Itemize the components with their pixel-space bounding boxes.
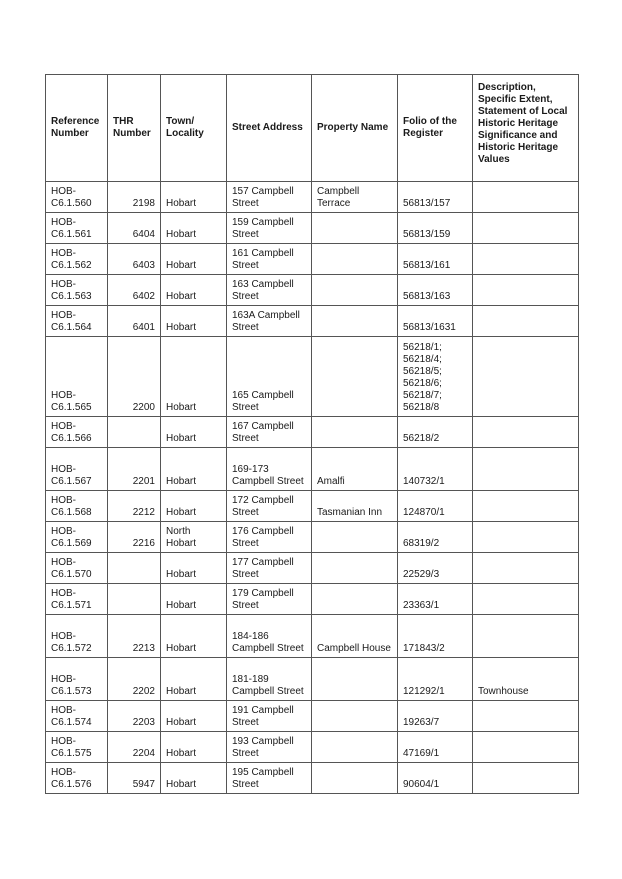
cell-description: [473, 732, 579, 763]
cell-property-name: Campbell Terrace: [312, 182, 398, 213]
cell-description: [473, 491, 579, 522]
cell-thr-number: 6402: [108, 275, 161, 306]
cell-town-locality: Hobart: [161, 337, 227, 417]
cell-reference-number: HOB-C6.1.572: [46, 615, 108, 658]
cell-street-address: 163A Campbell Street: [227, 306, 312, 337]
table-row: [46, 182, 579, 213]
table-row: [46, 553, 579, 584]
cell-property-name: [312, 553, 398, 584]
cell-property-name: [312, 244, 398, 275]
heritage-register-table: [45, 74, 579, 794]
cell-street-address: 181-189 Campbell Street: [227, 658, 312, 701]
cell-thr-number: 2213: [108, 615, 161, 658]
table-row: [46, 448, 579, 491]
cell-street-address: 165 Campbell Street: [227, 337, 312, 417]
cell-street-address: 172 Campbell Street: [227, 491, 312, 522]
cell-thr-number: 2203: [108, 701, 161, 732]
cell-street-address: 169-173 Campbell Street: [227, 448, 312, 491]
cell-folio: 56813/163: [398, 275, 473, 306]
table-row: [46, 701, 579, 732]
cell-description: [473, 553, 579, 584]
cell-thr-number: 6401: [108, 306, 161, 337]
cell-folio: 22529/3: [398, 553, 473, 584]
cell-town-locality: Hobart: [161, 763, 227, 794]
cell-description: [473, 182, 579, 213]
table-row: [46, 763, 579, 794]
cell-property-name: [312, 732, 398, 763]
cell-street-address: 163 Campbell Street: [227, 275, 312, 306]
cell-street-address: 159 Campbell Street: [227, 213, 312, 244]
table-row: [46, 275, 579, 306]
header-folio: Folio of the Register: [398, 75, 473, 182]
cell-thr-number: 2202: [108, 658, 161, 701]
cell-folio: 121292/1: [398, 658, 473, 701]
cell-town-locality: Hobart: [161, 615, 227, 658]
cell-description: [473, 584, 579, 615]
cell-thr-number: 5947: [108, 763, 161, 794]
cell-reference-number: HOB-C6.1.570: [46, 553, 108, 584]
cell-street-address: 179 Campbell Street: [227, 584, 312, 615]
cell-town-locality: Hobart: [161, 553, 227, 584]
cell-town-locality: Hobart: [161, 584, 227, 615]
table-row: [46, 244, 579, 275]
cell-folio: 56813/157: [398, 182, 473, 213]
cell-property-name: [312, 417, 398, 448]
table-row: [46, 658, 579, 701]
header-town-locality: Town/ Locality: [161, 75, 227, 182]
cell-thr-number: 2212: [108, 491, 161, 522]
cell-property-name: [312, 522, 398, 553]
cell-street-address: 193 Campbell Street: [227, 732, 312, 763]
header-property-name: Property Name: [312, 75, 398, 182]
cell-thr-number: 2216: [108, 522, 161, 553]
cell-description: [473, 275, 579, 306]
cell-description: [473, 337, 579, 417]
cell-property-name: Amalfi: [312, 448, 398, 491]
cell-property-name: [312, 275, 398, 306]
cell-town-locality: North Hobart: [161, 522, 227, 553]
cell-street-address: 176 Campbell Street: [227, 522, 312, 553]
table-row: [46, 491, 579, 522]
cell-property-name: [312, 658, 398, 701]
cell-folio: 56813/159: [398, 213, 473, 244]
cell-reference-number: HOB-C6.1.573: [46, 658, 108, 701]
cell-street-address: 177 Campbell Street: [227, 553, 312, 584]
cell-reference-number: HOB-C6.1.561: [46, 213, 108, 244]
cell-reference-number: HOB-C6.1.568: [46, 491, 108, 522]
cell-town-locality: Hobart: [161, 182, 227, 213]
cell-folio: 56218/2: [398, 417, 473, 448]
cell-property-name: [312, 701, 398, 732]
table-row: [46, 337, 579, 417]
cell-reference-number: HOB-C6.1.563: [46, 275, 108, 306]
cell-reference-number: HOB-C6.1.571: [46, 584, 108, 615]
cell-reference-number: HOB-C6.1.576: [46, 763, 108, 794]
cell-thr-number: 2198: [108, 182, 161, 213]
cell-thr-number: 2201: [108, 448, 161, 491]
cell-street-address: 184-186 Campbell Street: [227, 615, 312, 658]
table-row: [46, 522, 579, 553]
cell-town-locality: Hobart: [161, 658, 227, 701]
cell-town-locality: Hobart: [161, 448, 227, 491]
table-header-row: [46, 75, 579, 182]
cell-thr-number: [108, 417, 161, 448]
cell-folio: 56218/1; 56218/4; 56218/5; 56218/6; 56218/7; 56218/8: [398, 337, 473, 417]
cell-description: [473, 522, 579, 553]
table-row: [46, 615, 579, 658]
header-description: Description, Specific Extent, Statement of Local Historic Heritage Significance and Historic Heritage Values: [473, 75, 579, 182]
cell-thr-number: 2200: [108, 337, 161, 417]
cell-description: [473, 417, 579, 448]
cell-town-locality: Hobart: [161, 491, 227, 522]
cell-street-address: 191 Campbell Street: [227, 701, 312, 732]
cell-description: [473, 244, 579, 275]
header-street-address: Street Address: [227, 75, 312, 182]
cell-reference-number: HOB-C6.1.575: [46, 732, 108, 763]
cell-reference-number: HOB-C6.1.569: [46, 522, 108, 553]
cell-thr-number: 6404: [108, 213, 161, 244]
cell-thr-number: 6403: [108, 244, 161, 275]
cell-thr-number: 2204: [108, 732, 161, 763]
cell-description: [473, 763, 579, 794]
cell-property-name: [312, 763, 398, 794]
cell-description: [473, 701, 579, 732]
cell-street-address: 157 Campbell Street: [227, 182, 312, 213]
cell-reference-number: HOB-C6.1.564: [46, 306, 108, 337]
cell-folio: 68319/2: [398, 522, 473, 553]
cell-town-locality: Hobart: [161, 213, 227, 244]
cell-reference-number: HOB-C6.1.560: [46, 182, 108, 213]
cell-folio: 56813/161: [398, 244, 473, 275]
cell-reference-number: HOB-C6.1.567: [46, 448, 108, 491]
cell-town-locality: Hobart: [161, 701, 227, 732]
cell-folio: 23363/1: [398, 584, 473, 615]
header-reference-number: Reference Number: [46, 75, 108, 182]
cell-folio: 47169/1: [398, 732, 473, 763]
cell-description: [473, 615, 579, 658]
table-row: [46, 213, 579, 244]
cell-property-name: Campbell House: [312, 615, 398, 658]
cell-property-name: [312, 337, 398, 417]
cell-property-name: [312, 584, 398, 615]
cell-property-name: Tasmanian Inn: [312, 491, 398, 522]
cell-reference-number: HOB-C6.1.565: [46, 337, 108, 417]
table-row: [46, 584, 579, 615]
cell-folio: 56813/1631: [398, 306, 473, 337]
cell-description: [473, 448, 579, 491]
cell-folio: 19263/7: [398, 701, 473, 732]
cell-reference-number: HOB-C6.1.562: [46, 244, 108, 275]
cell-town-locality: Hobart: [161, 275, 227, 306]
table-row: [46, 417, 579, 448]
cell-thr-number: [108, 553, 161, 584]
header-thr-number: THR Number: [108, 75, 161, 182]
cell-description: [473, 306, 579, 337]
cell-street-address: 161 Campbell Street: [227, 244, 312, 275]
cell-town-locality: Hobart: [161, 732, 227, 763]
table-row: [46, 732, 579, 763]
cell-property-name: [312, 213, 398, 244]
cell-town-locality: Hobart: [161, 244, 227, 275]
cell-street-address: 195 Campbell Street: [227, 763, 312, 794]
cell-thr-number: [108, 584, 161, 615]
table-row: [46, 306, 579, 337]
cell-folio: 90604/1: [398, 763, 473, 794]
cell-reference-number: HOB-C6.1.574: [46, 701, 108, 732]
cell-folio: 171843/2: [398, 615, 473, 658]
cell-description: Townhouse: [473, 658, 579, 701]
cell-description: [473, 213, 579, 244]
cell-town-locality: Hobart: [161, 306, 227, 337]
cell-folio: 140732/1: [398, 448, 473, 491]
cell-property-name: [312, 306, 398, 337]
cell-folio: 124870/1: [398, 491, 473, 522]
cell-town-locality: Hobart: [161, 417, 227, 448]
cell-reference-number: HOB-C6.1.566: [46, 417, 108, 448]
cell-street-address: 167 Campbell Street: [227, 417, 312, 448]
